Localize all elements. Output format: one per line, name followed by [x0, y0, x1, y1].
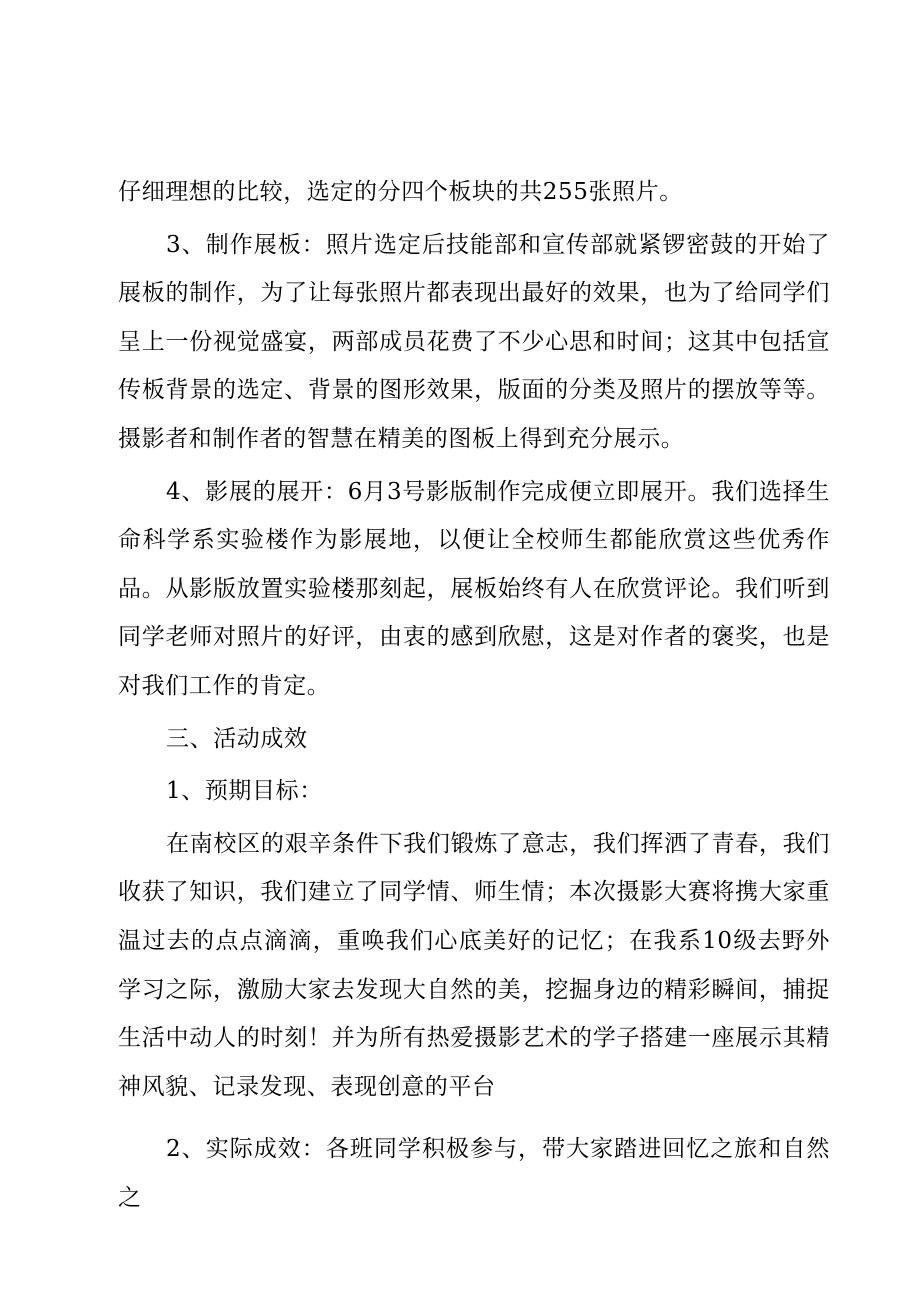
section-heading-results: 三、活动成效 [166, 725, 308, 752]
paragraph-continuation: 仔细理想的比较，选定的分四个板块的共255张照片。 [118, 179, 683, 205]
paragraph-exhibition-opening: 4、影展的展开：6月3号影版制作完成便立即展开。我们选择生命科学系实验楼作为影展地，以便让全校师生都能欣赏这些优秀作品。从影版放置实验楼那刻起，展板始终有人在欣赏评论。我们听到同学老师对照片的好评，由衷的感到欣慰，这是对作者的褒奖，也是对我们工作的肯定。 [118, 478, 830, 699]
paragraph-expected-goals: 在南校区的艰辛条件下我们锻炼了意志，我们挥洒了青春，我们收获了知识，我们建立了同学情、师生情；本次摄影大赛将携大家重温过去的点点滴滴，重唤我们心底美好的记忆；在我系10级去野外学习之际，激励大家去发现大自然的美，挖掘身边的精彩瞬间，捕捉生活中动人的时刻！并为所有热爱摄影艺术的学子搭建一座展示其精神风貌、记录发现、表现创意的平台 [118, 830, 830, 1100]
subheading-expected-goals: 1、预期目标： [166, 778, 323, 805]
paragraph-make-boards: 3、制作展板：照片选定后技能部和宣传部就紧锣密鼓的开始了展板的制作，为了让每张照片都表现出最好的效果，也为了给同学们呈上一份视觉盛宴，两部成员花费了不少心思和时间；这其中包括宣传板背景的选定、背景的图形效果，版面的分类及照片的摆放等等。摄影者和制作者的智慧在精美的图板上得到充分展示。 [118, 231, 830, 452]
paragraph-actual-results: 2、实际成效：各班同学积极参与，带大家踏进回忆之旅和自然之 [118, 1136, 830, 1211]
document-body [118, 168, 830, 1222]
